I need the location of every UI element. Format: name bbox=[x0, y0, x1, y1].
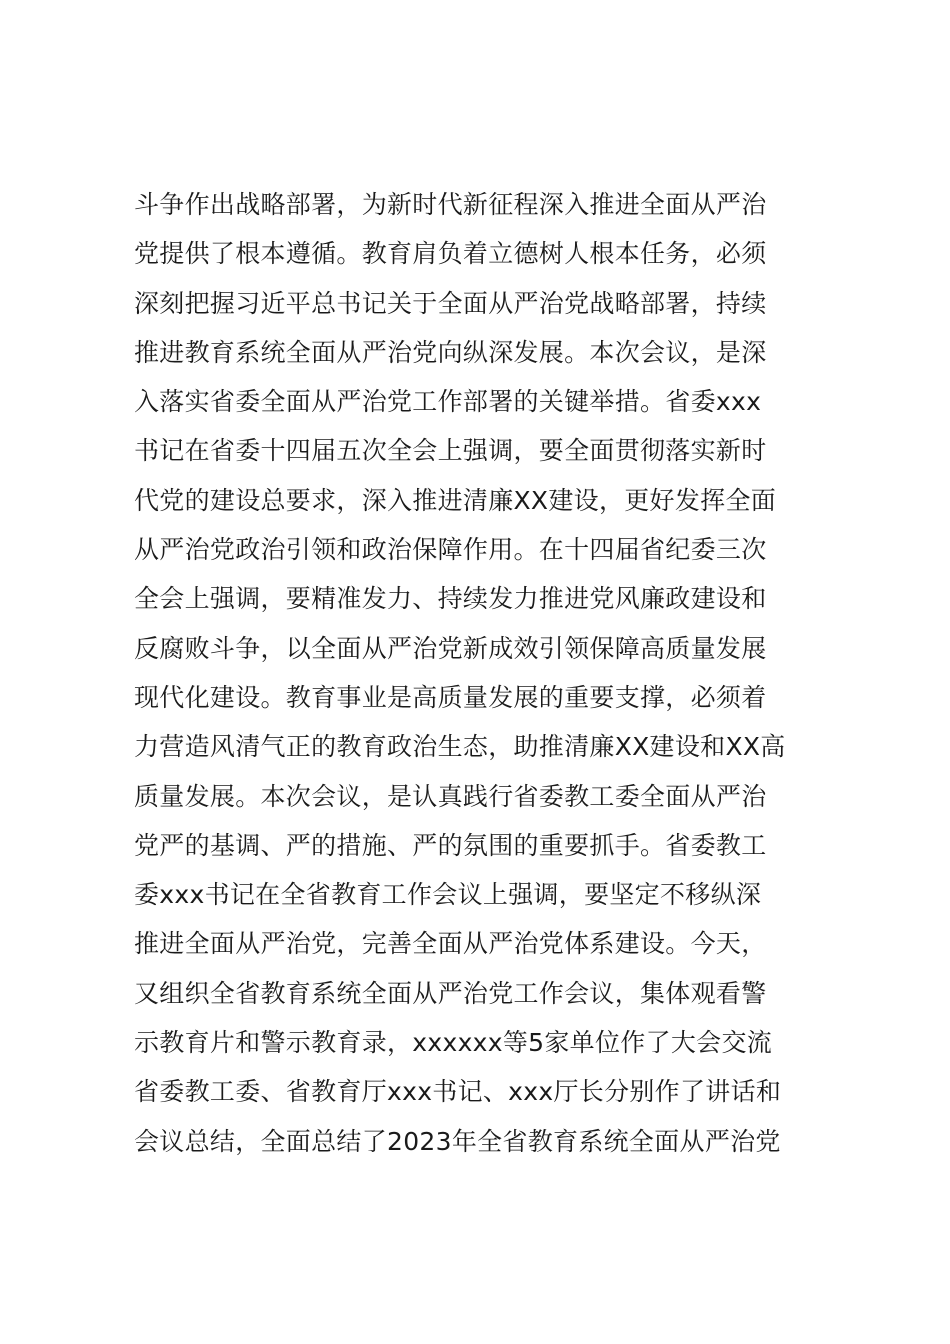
text-line: 推进全面从严治党，完善全面从严治党体系建设。今天， bbox=[134, 929, 767, 959]
text-line: 斗争作出战略部署，为新时代新征程深入推进全面从严治 bbox=[134, 190, 767, 219]
text-line: 从严治党政治引领和政治保障作用。在十四届省纪委三次 bbox=[134, 535, 767, 565]
text-line: 全会上强调，要精准发力、持续发力推进党风廉政建设和 bbox=[134, 584, 767, 614]
text-line: 委xxx书记在全省教育工作会议上强调，要坚定不移纵深 bbox=[134, 880, 762, 910]
body-paragraph bbox=[134, 180, 854, 1166]
text-line: 党提供了根本遵循。教育肩负着立德树人根本任务，必须 bbox=[134, 239, 767, 269]
text-line: 党严的基调、严的措施、严的氛围的重要抓手。省委教工 bbox=[134, 830, 767, 860]
text-line: 省委教工委、省教育厅xxx书记、xxx厅长分别作了讲话和 bbox=[134, 1077, 782, 1107]
text-line: 书记在省委十四届五次全会上强调，要全面贯彻落实新时 bbox=[134, 436, 767, 466]
text-line: 质量发展。本次会议，是认真践行省委教工委全面从严治 bbox=[134, 781, 767, 811]
text-line: 又组织全省教育系统全面从严治党工作会议，集体观看警 bbox=[134, 978, 767, 1008]
text-line: 力营造风清气正的教育政治生态，助推清廉XX建设和XX高 bbox=[134, 732, 786, 762]
text-line: 代党的建设总要求，深入推进清廉XX建设，更好发挥全面 bbox=[134, 485, 777, 515]
text-line: 会议总结，全面总结了2023年全省教育系统全面从严治党 bbox=[134, 1126, 781, 1156]
text-line: 推进教育系统全面从严治党向纵深发展。本次会议，是深 bbox=[134, 337, 767, 367]
text-line: 反腐败斗争，以全面从严治党新成效引领保障高质量发展 bbox=[134, 633, 767, 663]
text-line: 现代化建设。教育事业是高质量发展的重要支撑，必须着 bbox=[134, 682, 767, 712]
text-line: 入落实省委全面从严治党工作部署的关键举措。省委xxx bbox=[134, 387, 762, 417]
text-line: 深刻把握习近平总书记关于全面从严治党战略部署，持续 bbox=[134, 288, 767, 318]
text-line: 示教育片和警示教育录，xxxxxx等5家单位作了大会交流 bbox=[134, 1028, 773, 1058]
